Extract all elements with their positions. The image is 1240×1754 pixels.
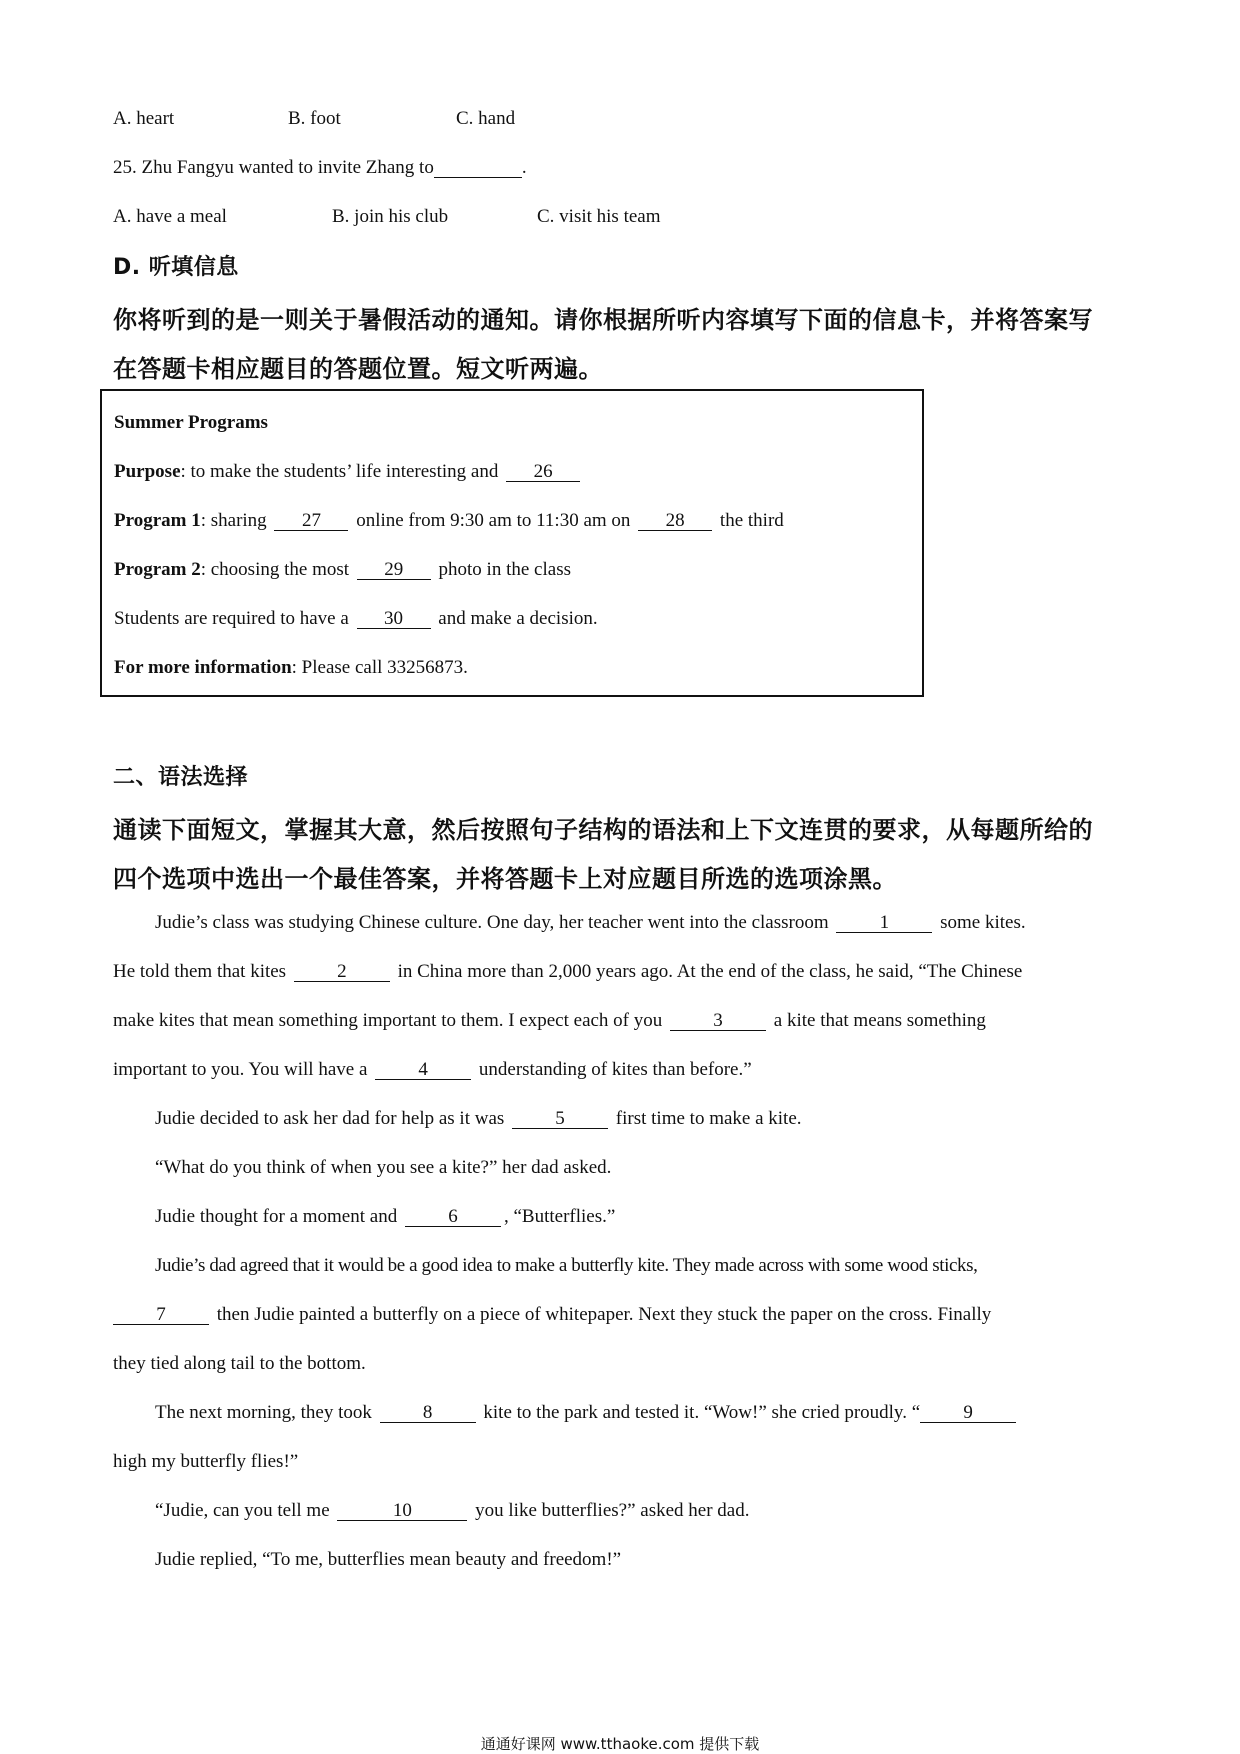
passage-line-3 xyxy=(113,1010,986,1032)
page-footer: 通通好课网 www.tthaoke.com 提供下载 xyxy=(480,1735,760,1753)
blank-28: 28 xyxy=(638,512,712,531)
q25-blank xyxy=(434,159,522,178)
passage-line-8: Judie’s dad agreed that it would be a good idea to make a butterfly kite. They made across with some wood sticks, xyxy=(155,1255,978,1276)
purpose-label: Purpose xyxy=(114,461,181,482)
blank-4: 4 xyxy=(375,1061,471,1080)
section-two-instruction-1: 通读下面短文，掌握其大意，然后按照句子结构的语法和上下文连贯的要求，从每题所给的 xyxy=(113,816,1093,844)
section-d-title: D. 听填信息 xyxy=(113,255,239,280)
program2-label: Program 2 xyxy=(114,559,201,580)
blank-2: 2 xyxy=(294,963,390,982)
passage-line-4 xyxy=(113,1059,752,1081)
section-two-instruction-2: 四个选项中选出一个最佳答案，并将答题卡上对应题目所选的选项涂黑。 xyxy=(113,865,897,893)
passage-text: The next morning, they took xyxy=(155,1402,372,1423)
card-info-row xyxy=(114,657,468,679)
passage-line-7 xyxy=(155,1206,615,1228)
q24-option-a: A. heart xyxy=(113,108,175,129)
program1-label: Program 1 xyxy=(114,510,201,531)
blank-3: 3 xyxy=(670,1012,766,1031)
blank-30: 30 xyxy=(357,610,431,629)
passage-text: in China more than 2,000 years ago. At the end of the class, he said, “The Chinese xyxy=(397,961,1023,982)
blank-27: 27 xyxy=(274,512,348,531)
program2-text-b: photo in the class xyxy=(438,559,571,580)
passage-line-12: high my butterfly flies!” xyxy=(113,1451,299,1472)
blank-29: 29 xyxy=(357,561,431,580)
passage-line-5 xyxy=(155,1108,802,1130)
q25-options xyxy=(113,206,661,228)
card-purpose-row xyxy=(114,461,583,483)
passage-line-9 xyxy=(113,1304,991,1326)
card-program2-row xyxy=(114,559,571,581)
program2-text-a: : choosing the most xyxy=(200,559,350,580)
card-title-text: Summer Programs xyxy=(114,412,268,433)
requirement-text-a: Students are required to have a xyxy=(114,608,349,629)
info-label: For more information xyxy=(114,657,292,678)
card-program1-row xyxy=(114,510,784,532)
blank-9: 9 xyxy=(920,1404,1016,1423)
q25-stem-text: 25. Zhu Fangyu wanted to invite Zhang to xyxy=(113,157,434,178)
passage-text: some kites. xyxy=(940,912,1026,933)
passage-text: you like butterflies?” asked her dad. xyxy=(475,1500,750,1521)
passage-text: a kite that means something xyxy=(773,1010,986,1031)
passage-text: kite to the park and tested it. “Wow!” she cried proudly. “ xyxy=(483,1402,921,1423)
purpose-text: : to make the students’ life interesting and xyxy=(180,461,499,482)
passage-text: make kites that mean something important to them. I expect each of you xyxy=(113,1010,663,1031)
passage-text: important to you. You will have a xyxy=(113,1059,368,1080)
summer-programs-card xyxy=(100,389,924,697)
program1-text-b: online from 9:30 am to 11:30 am on xyxy=(356,510,631,531)
blank-1: 1 xyxy=(836,914,932,933)
q24-option-c: C. hand xyxy=(456,108,516,129)
passage-line-10: they tied along tail to the bottom. xyxy=(113,1353,366,1374)
passage-text: then Judie painted a butterfly on a piece of whitepaper. Next they stuck the paper on the cross. Finally xyxy=(216,1304,992,1325)
passage-text: first time to make a kite. xyxy=(615,1108,802,1129)
passage-line-6: “What do you think of when you see a kite?” her dad asked. xyxy=(155,1157,612,1178)
blank-5: 5 xyxy=(512,1110,608,1129)
passage-text: Judie decided to ask her dad for help as it was xyxy=(155,1108,505,1129)
passage-text: Judie’s class was studying Chinese culture. One day, her teacher went into the classroom xyxy=(155,912,829,933)
blank-7: 7 xyxy=(113,1306,209,1325)
card-title xyxy=(114,412,268,434)
passage-line-11 xyxy=(155,1402,1019,1424)
q25-stem xyxy=(113,157,527,179)
passage-line-13 xyxy=(155,1500,749,1522)
q24-option-b: B. foot xyxy=(288,108,341,129)
section-d-instruction-1: 你将听到的是一则关于暑假活动的通知。请你根据所听内容填写下面的信息卡，并将答案写 xyxy=(113,306,1093,334)
requirement-text-b: and make a decision. xyxy=(438,608,598,629)
blank-10: 10 xyxy=(337,1502,467,1521)
passage-line-1 xyxy=(155,912,1026,934)
card-requirement-row xyxy=(114,608,598,630)
blank-26: 26 xyxy=(506,463,580,482)
passage-text: “Judie, can you tell me xyxy=(155,1500,330,1521)
section-d-instruction-2: 在答题卡相应题目的答题位置。短文听两遍。 xyxy=(113,355,603,383)
q25-option-a: A. have a meal xyxy=(113,206,227,227)
q25-stem-end: . xyxy=(521,157,527,178)
program1-text-c: the third xyxy=(719,510,784,531)
program1-text-a: : sharing xyxy=(200,510,267,531)
passage-line-14: Judie replied, “To me, butterflies mean beauty and freedom!” xyxy=(155,1549,622,1570)
passage-text: He told them that kites xyxy=(113,961,287,982)
section-two-title: 二、语法选择 xyxy=(113,765,249,790)
q25-option-b: B. join his club xyxy=(332,206,449,227)
q25-option-c: C. visit his team xyxy=(537,206,661,227)
passage-text: , “Butterflies.” xyxy=(503,1206,616,1227)
info-text: : Please call 33256873. xyxy=(291,657,468,678)
passage-text: understanding of kites than before.” xyxy=(478,1059,752,1080)
q24-options xyxy=(113,108,515,130)
passage-text: Judie thought for a moment and xyxy=(155,1206,398,1227)
passage-line-2 xyxy=(113,961,1022,983)
blank-6: 6 xyxy=(405,1208,501,1227)
blank-8: 8 xyxy=(380,1404,476,1423)
